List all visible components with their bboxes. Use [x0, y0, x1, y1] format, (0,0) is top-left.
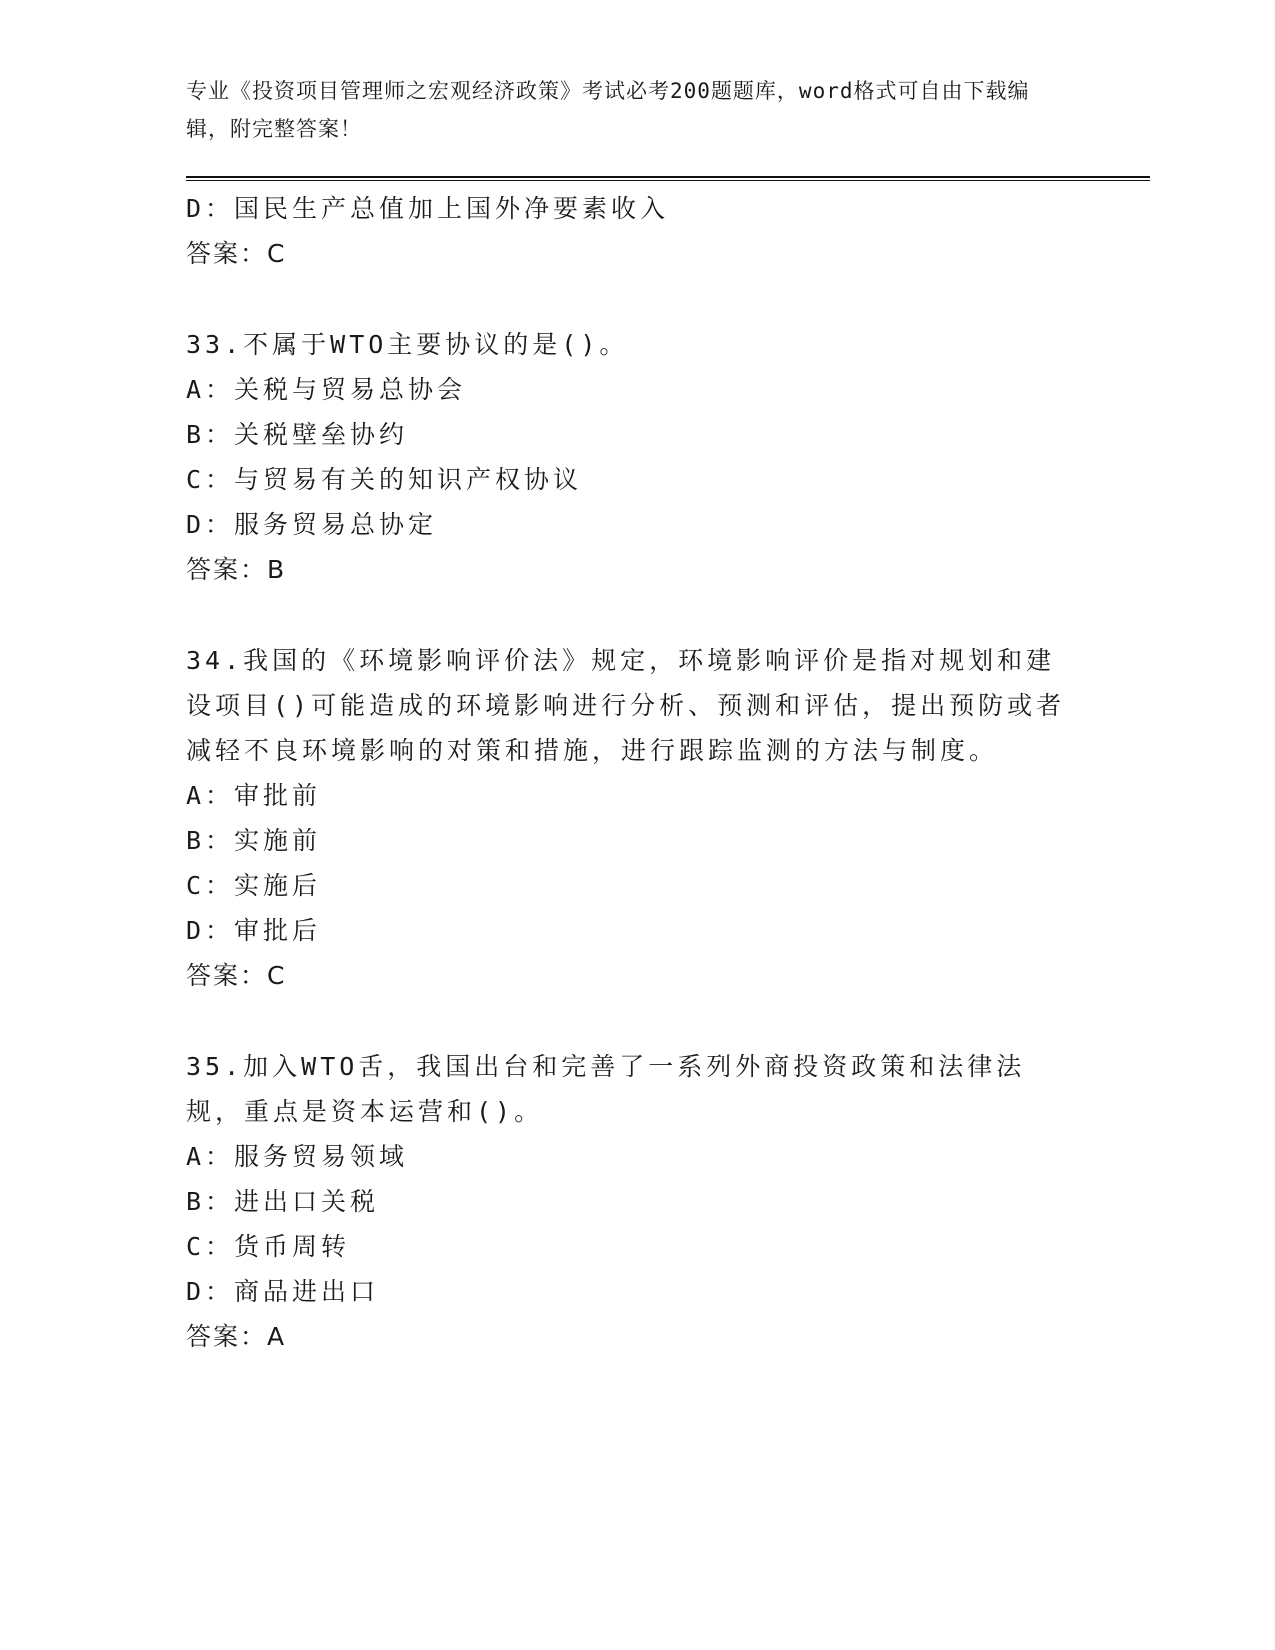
document-header: 专业《投资项目管理师之宏观经济政策》考试必考200题题库，word格式可自由下载编辑，附完整答案！	[186, 79, 1030, 141]
question-text: 35.加入WTO舌，我国出台和完善了一系列外商投资政策和法律法规，重点是资本运营和()。	[186, 1052, 1026, 1126]
question-list	[186, 186, 1086, 1359]
option-b: B：进出口关税	[186, 1187, 380, 1216]
answer-line: 答案：A	[186, 1322, 287, 1351]
question-33	[186, 322, 1086, 592]
answer-line: 答案：C	[186, 239, 287, 268]
option-d: D：国民生产总值加上国外净要素收入	[186, 194, 670, 223]
option-c: C：货币周转	[186, 1232, 351, 1261]
option-c: C：与贸易有关的知识产权协议	[186, 465, 583, 494]
answer-line: 答案：B	[186, 555, 287, 584]
question-35	[186, 1044, 1086, 1359]
option-a: A：服务贸易领域	[186, 1142, 409, 1171]
option-b: B：实施前	[186, 826, 322, 855]
question-34	[186, 638, 1086, 998]
option-d: D：服务贸易总协定	[186, 510, 438, 539]
header-divider	[186, 176, 1150, 181]
option-a: A：审批前	[186, 781, 322, 810]
previous-question-tail	[186, 186, 1086, 276]
option-d: D：审批后	[186, 916, 322, 945]
question-text: 34.我国的《环境影响评价法》规定，环境影响评价是指对规划和建设项目()可能造成的环境影响进行分析、预测和评估，提出预防或者减轻不良环境影响的对策和措施，进行跟踪监测的方法与制度。	[186, 646, 1066, 765]
answer-line: 答案：C	[186, 961, 287, 990]
option-a: A：关税与贸易总协会	[186, 375, 467, 404]
option-b: B：关税壁垒协约	[186, 420, 409, 449]
question-text: 33.不属于WTO主要协议的是()。	[186, 330, 629, 359]
option-c: C：实施后	[186, 871, 322, 900]
option-d: D：商品进出口	[186, 1277, 380, 1306]
